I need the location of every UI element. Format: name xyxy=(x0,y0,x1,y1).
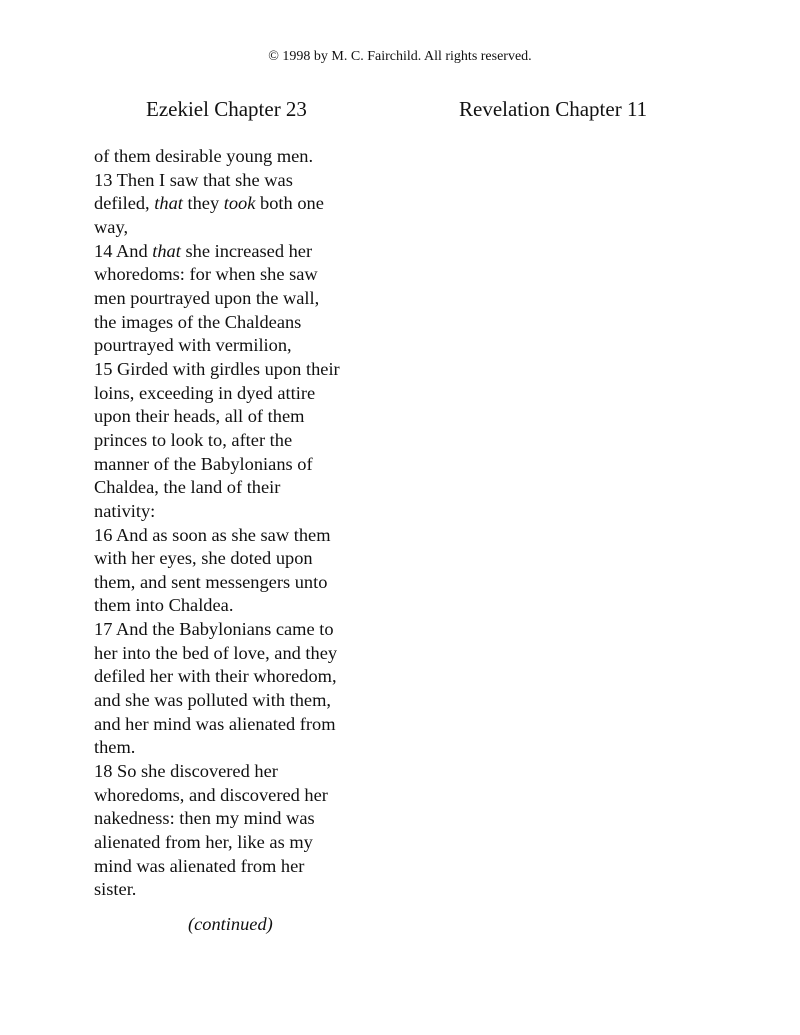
text-line xyxy=(94,334,394,358)
text-line xyxy=(94,453,394,477)
text-run: mind was alienated from her xyxy=(94,855,305,876)
text-line xyxy=(94,642,394,666)
text-run: them, and sent messengers unto xyxy=(94,571,328,592)
text-run: princes to look to, after the xyxy=(94,429,293,450)
text-line xyxy=(94,736,394,760)
text-run: 16 And as soon as she saw them xyxy=(94,524,331,545)
continued-note: (continued) xyxy=(188,914,273,934)
text-run: manner of the Babylonians of xyxy=(94,453,313,474)
text-run: her into the bed of love, and they xyxy=(94,642,338,663)
text-line xyxy=(94,311,394,335)
left-column-title: Ezekiel Chapter 23 xyxy=(146,97,307,121)
italic-word: that xyxy=(152,240,181,261)
right-column-title: Revelation Chapter 11 xyxy=(459,97,648,121)
text-line xyxy=(94,618,394,642)
text-line xyxy=(94,263,394,287)
text-line xyxy=(94,145,394,169)
text-run: whoredoms: for when she saw xyxy=(94,264,318,285)
text-run: 15 Girded with girdles upon their xyxy=(94,358,340,379)
text-run: with her eyes, she doted upon xyxy=(94,548,313,569)
text-run: defiled her with their whoredom, xyxy=(94,666,337,687)
text-run: whoredoms, and discovered her xyxy=(94,784,328,805)
text-line xyxy=(94,807,394,831)
text-run: of them desirable young men. xyxy=(94,146,314,166)
ezekiel-verse-text xyxy=(94,145,394,902)
revelation-verse-text xyxy=(430,145,730,925)
text-run: loins, exceeding in dyed attire xyxy=(94,382,316,403)
text-line xyxy=(94,594,394,618)
text-line xyxy=(94,240,394,264)
text-line xyxy=(94,429,394,453)
italic-word: took xyxy=(223,193,256,214)
text-run: defiled, xyxy=(94,193,155,214)
text-run: 13 Then I saw that she was xyxy=(94,169,293,190)
text-run: she increased her xyxy=(180,240,313,261)
text-run: them into Chaldea. xyxy=(94,595,234,616)
text-line xyxy=(94,571,394,595)
text-run: Chaldea, the land of their xyxy=(94,477,281,498)
text-run: and she was polluted with them, xyxy=(94,690,331,711)
text-line xyxy=(94,547,394,571)
text-run: upon their heads, all of them xyxy=(94,406,305,427)
text-run: the images of the Chaldeans xyxy=(94,311,302,332)
text-line xyxy=(94,287,394,311)
text-run: and her mind was alienated from xyxy=(94,713,336,734)
text-run: way, xyxy=(94,216,129,237)
text-run: pourtrayed with vermilion, xyxy=(94,335,292,356)
text-run: men pourtrayed upon the wall, xyxy=(94,287,320,308)
text-line xyxy=(94,784,394,808)
text-line xyxy=(94,358,394,382)
text-line xyxy=(94,831,394,855)
text-run: nakedness: then my mind was xyxy=(94,808,315,829)
text-line xyxy=(94,405,394,429)
text-line xyxy=(94,855,394,879)
text-line xyxy=(94,169,394,193)
text-run: them. xyxy=(94,737,136,758)
italic-word: that xyxy=(154,193,183,214)
text-line xyxy=(94,216,394,240)
copyright-notice: © 1998 by M. C. Fairchild. All rights reserved. xyxy=(268,49,532,64)
text-line xyxy=(94,713,394,737)
text-run: 14 And xyxy=(94,240,153,261)
text-run: nativity: xyxy=(94,500,156,521)
text-line xyxy=(94,382,394,406)
text-run: alienated from her, like as my xyxy=(94,832,313,853)
text-line xyxy=(94,192,394,216)
text-line xyxy=(94,524,394,548)
text-line xyxy=(94,689,394,713)
text-line xyxy=(94,500,394,524)
text-run: 18 So she discovered her xyxy=(94,761,278,782)
text-run: they xyxy=(182,193,224,214)
text-line xyxy=(94,476,394,500)
text-run: both one xyxy=(255,193,324,214)
text-line xyxy=(94,760,394,784)
text-run: 17 And the Babylonians came to xyxy=(94,619,334,640)
text-line xyxy=(94,665,394,689)
text-run: sister. xyxy=(94,879,137,900)
text-line xyxy=(94,878,394,902)
